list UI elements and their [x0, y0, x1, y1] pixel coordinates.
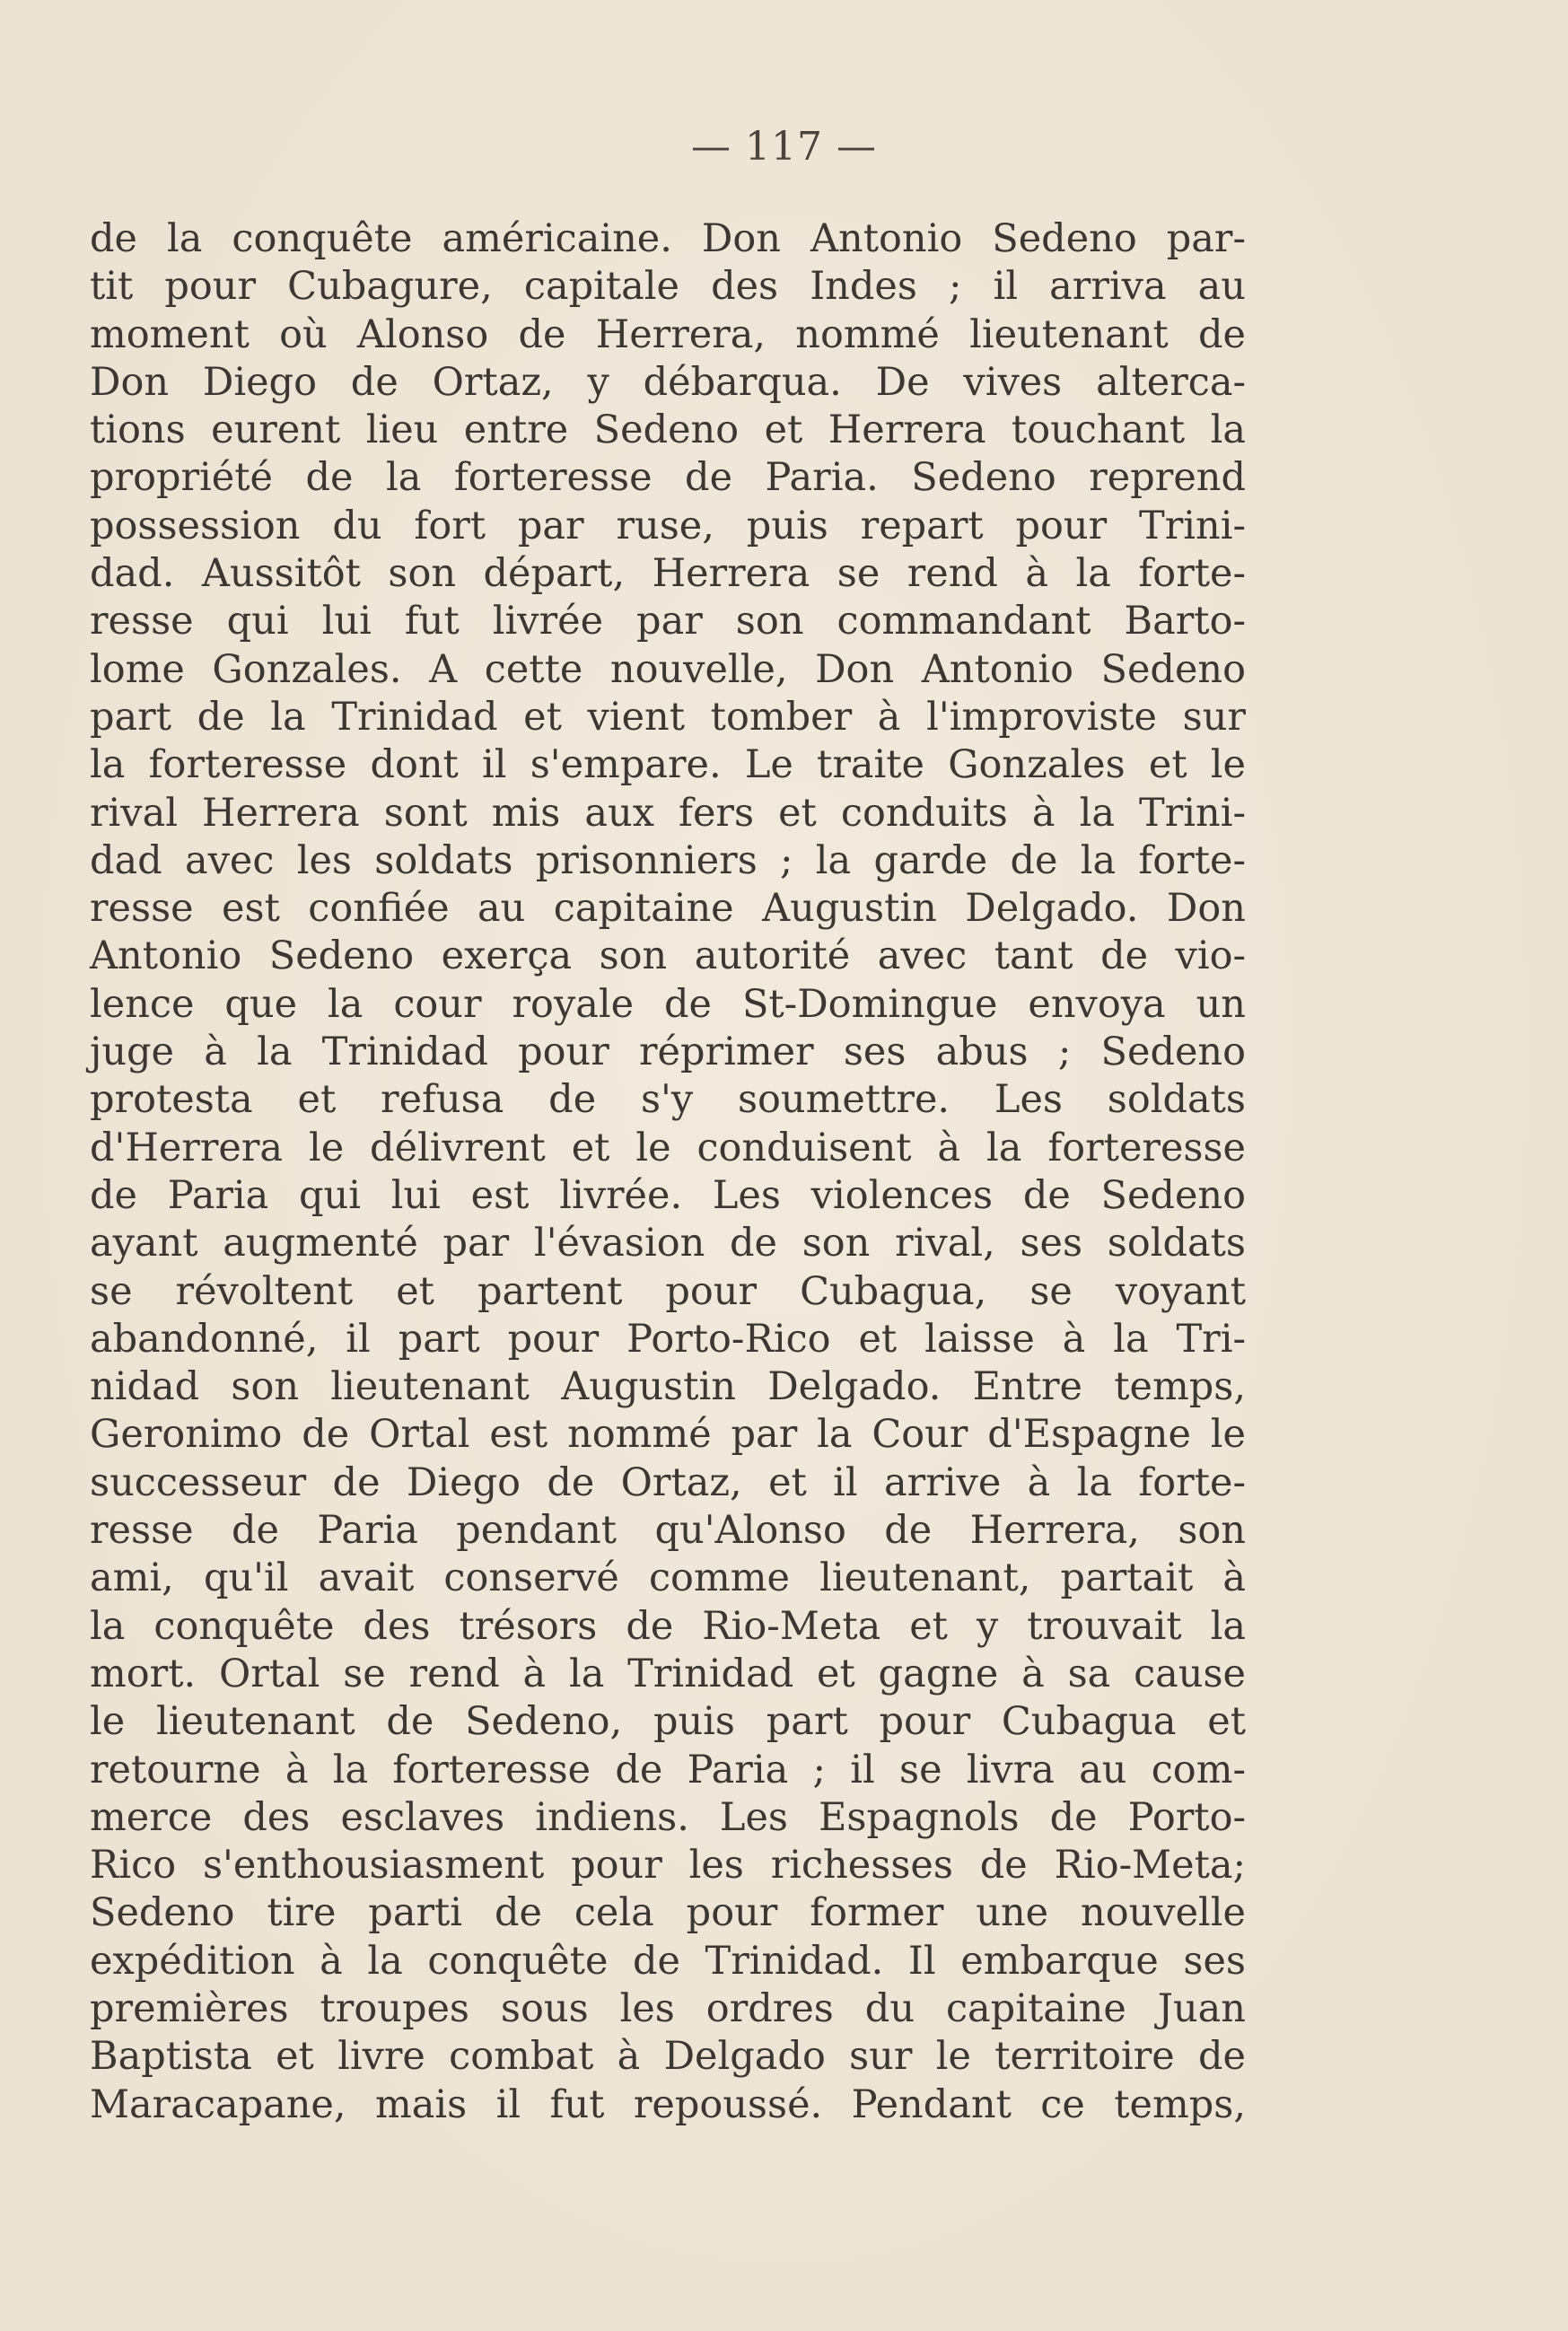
- text-line: la conquête des trésors de Rio-Meta et y trouvait la: [90, 1603, 1246, 1649]
- text-line: resse de Paria pendant qu'Alonso de Herrera, son: [90, 1508, 1246, 1554]
- text-line: expédition à la conquête de Trinidad. Il embarque ses: [90, 1938, 1246, 1984]
- text-line: le lieutenant de Sedeno, puis part pour Cubagua et: [90, 1699, 1246, 1745]
- text-line: juge à la Trinidad pour réprimer ses abus ; Sedeno: [90, 1030, 1246, 1075]
- text-line: abandonné, il part pour Porto-Rico et laisse à la Tri-: [90, 1316, 1246, 1362]
- page-number: — 117 —: [691, 124, 877, 170]
- text-line: resse qui lui fut livrée par son commandant Barto-: [90, 599, 1246, 644]
- body-text: [90, 215, 1246, 2129]
- text-line: se révoltent et partent pour Cubagua, se voyant: [90, 1268, 1246, 1314]
- text-line: Geronimo de Ortal est nommé par la Cour d'Espagne le: [90, 1412, 1246, 1458]
- text-line: part de la Trinidad et vient tomber à l'improviste sur: [90, 694, 1246, 740]
- text-line: ami, qu'il avait conservé comme lieutenant, partait à: [90, 1555, 1246, 1601]
- text-line: dad. Aussitôt son départ, Herrera se rend à la forte-: [90, 551, 1246, 597]
- text-line: tit pour Cubagure, capitale des Indes ; il arriva au: [90, 264, 1246, 310]
- text-line: Antonio Sedeno exerça son autorité avec tant de vio-: [90, 933, 1246, 979]
- text-line: tions eurent lieu entre Sedeno et Herrera touchant la: [90, 407, 1246, 453]
- text-line: Maracapane, mais il fut repoussé. Pendant ce temps,: [90, 2081, 1246, 2127]
- text-line: rival Herrera sont mis aux fers et conduits à la Trini-: [90, 790, 1246, 836]
- text-line: moment où Alonso de Herrera, nommé lieutenant de: [90, 311, 1246, 357]
- text-line: de la conquête américaine. Don Antonio Sedeno par-: [90, 216, 1246, 261]
- text-line: lome Gonzales. A cette nouvelle, Don Antonio Sedeno: [90, 646, 1246, 692]
- text-line: Sedeno tire parti de cela pour former une nouvelle: [90, 1890, 1246, 1936]
- text-line: dad avec les soldats prisonniers ; la garde de la forte-: [90, 837, 1246, 883]
- text-line: resse est confiée au capitaine Augustin Delgado. Don: [90, 886, 1246, 932]
- text-line: mort. Ortal se rend à la Trinidad et gagne à sa cause: [90, 1651, 1246, 1696]
- text-line: ayant augmenté par l'évasion de son rival, ses soldats: [90, 1221, 1246, 1266]
- text-line: possession du fort par ruse, puis repart pour Trini-: [90, 503, 1246, 548]
- text-line: retourne à la forteresse de Paria ; il se livra au com-: [90, 1747, 1246, 1792]
- text-line: lence que la cour royale de St-Domingue envoya un: [90, 981, 1246, 1027]
- text-line: premières troupes sous les ordres du capitaine Juan: [90, 1985, 1246, 2031]
- text-line: la forteresse dont il s'empare. Le traite Gonzales et le: [90, 742, 1246, 788]
- text-line: Don Diego de Ortaz, y débarqua. De vives alterca-: [90, 359, 1246, 405]
- text-line: nidad son lieutenant Augustin Delgado. Entre temps,: [90, 1364, 1246, 1410]
- text-line: Rico s'enthousiasment pour les richesses de Rio-Meta;: [90, 1843, 1246, 1888]
- text-line: propriété de la forteresse de Paria. Sedeno reprend: [90, 455, 1246, 501]
- text-line: Baptista et livre combat à Delgado sur le territoire de: [90, 2034, 1246, 2080]
- text-line: de Paria qui lui est livrée. Les violences de Sedeno: [90, 1172, 1246, 1218]
- text-line: d'Herrera le délivrent et le conduisent à la forteresse: [90, 1125, 1246, 1170]
- text-line: successeur de Diego de Ortaz, et il arrive à la forte-: [90, 1459, 1246, 1505]
- text-line: merce des esclaves indiens. Les Espagnols de Porto-: [90, 1794, 1246, 1840]
- text-line: protesta et refusa de s'y soumettre. Les soldats: [90, 1077, 1246, 1123]
